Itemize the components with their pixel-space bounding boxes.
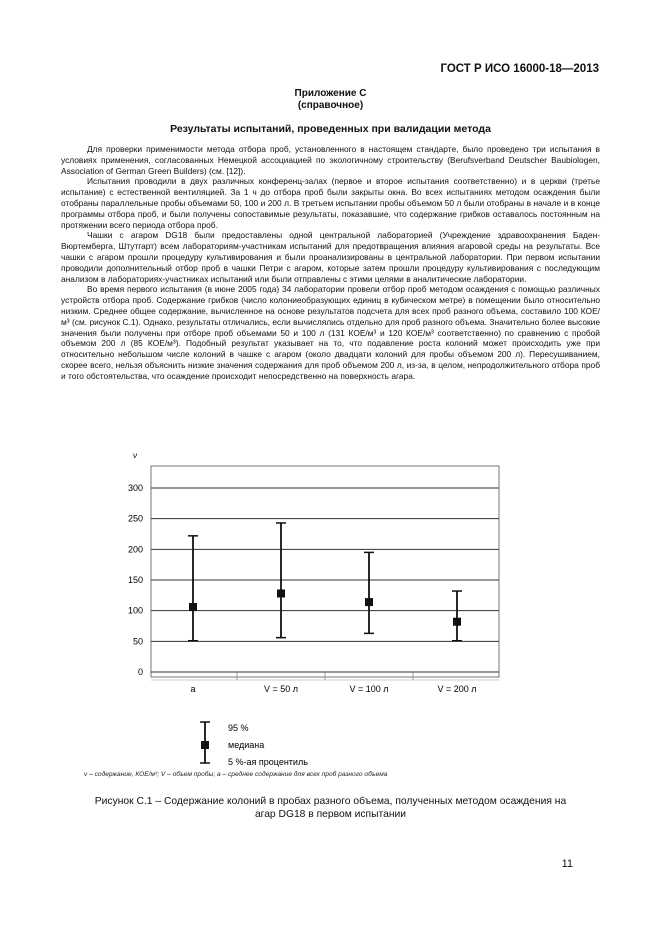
section-title: Результаты испытаний, проведенных при валидации метода (170, 123, 491, 135)
figure-chart (0, 446, 661, 771)
page-number: 11 (561, 858, 573, 870)
figure-note: ν – содержание, КОЕ/м³; V – объем пробы; a – среднее содержание для всех проб разного объема (84, 771, 388, 778)
legend-p95-label: 95 % (228, 723, 249, 733)
y-tick-label: 150 (127, 575, 143, 585)
appendix-heading (0, 88, 661, 112)
body-text (61, 144, 600, 382)
chart-axes (128, 466, 499, 680)
chart-legend (200, 722, 308, 767)
y-tick-label: 250 (127, 513, 143, 524)
legend-median-marker (201, 741, 209, 749)
plot-frame (151, 466, 499, 677)
median-marker (189, 603, 197, 611)
legend-p5-label: 5 %-ая процентиль (228, 757, 308, 767)
appendix-title: Приложение С (294, 88, 367, 99)
x-tick-label: V = 100 л (349, 684, 389, 694)
x-tick-label: a (190, 684, 196, 694)
paragraph: Чашки с агаром DG18 были предоставлены одной центральной лабораторией (Учреждение здравоохранения Баден-Вюртемберга, Штутгарт) всем лабораториям-участникам испытаний для предотвращения влияния агаровой среды на результаты. Все чашки с агаром прошли процедуру культивирования и были проанализированы в центральной лаборатории. При первом испытании проводили дополнительный отбор проб в чашки Петри с агаром, которые затем прошли процедуру культивирования с последующим анализом в лабораториях-участниках испытаний или были отправлены с этими целями в аналитические лаборатории. (61, 230, 600, 284)
x-tick-label: V = 200 л (437, 684, 477, 694)
paragraph: Испытания проводили в двух различных конференц-залах (первое и второе испытания соответственно) и в церкви (третье испытание) с естественной вентиляцией. За 1 ч до отбора проб были закрыты окна. Во всех испытаниях методом осаждения были отобраны параллельные пробы объемами 50, 100 и 200 л. В третьем испытании пробы объемом 50 л были отобраны в начале и в конце программы отбора проб, и были получены сопоставимые результаты, показавшие, что содержание грибков оставалось постоянным на протяжении всего периода отбора проб. (61, 176, 600, 230)
y-tick-label: 200 (127, 544, 143, 555)
chart-grid (151, 488, 499, 641)
chart-x-labels (190, 684, 476, 694)
y-tick-label: 0 (137, 667, 143, 677)
legend-median-label: медиана (228, 740, 265, 750)
y-tick-label: 100 (127, 605, 143, 616)
median-marker (365, 598, 373, 606)
y-tick-label: 50 (132, 636, 143, 647)
document-header: ГОСТ Р ИСО 16000-18—2013 (440, 63, 599, 75)
figure-caption (0, 795, 661, 821)
x-tick-label: V = 50 л (263, 684, 299, 694)
y-tick-label: 300 (127, 483, 143, 493)
chart-marks (188, 523, 462, 641)
appendix-type: (справочное) (297, 100, 364, 111)
median-marker (453, 618, 461, 626)
caption-line: агар DG18 в первом испытании (254, 809, 407, 820)
y-axis-label: ν (133, 451, 137, 460)
caption-line: Рисунок С.1 – Содержание колоний в пробах разного объема, полученных методом осаждения на (94, 796, 567, 807)
paragraph: Для проверки применимости метода отбора проб, установленного в настоящем стандарте, было проведено три испытания в условиях применения, согласованных Немецкой ассоциацией по экологичному строительству (Berufsverband Deutscher Baubiologen, Association of German Green Builders) (см. [12]). (61, 144, 600, 176)
paragraph: Во время первого испытания (в июне 2005 года) 34 лаборатории провели отбор проб методом осаждения с помощью различных устройств отбора проб. Содержание грибков (число колониеобразующих единиц в кубическом метре) в помещении было относительно низким. Среднее общее содержание, вычисленное на основе результатов подсчета для всех проб разного объема, составило 100 КОЕ/м³ (см. рисунок С.1). Однако, результаты отличались, если вычислялись отдельно для проб разного объема. Значительно более высокие значения были получены при отборе проб объемами 50 и 100 л (131 КОЕ/м³ и 120 КОЕ/м³ соответственно) по сравнению с пробой объемом 200 л (85 КОЕ/м³). Подобный результат указывает на то, что подавление роста колоний может происходить уже при относительно небольшом числе колоний в чашке с агаром (около двадцати колоний для пробы объемом 200 л). Пересушиванием, скорее всего, нельзя объяснить низкие значения содержания для проб объемом 200 л, из-за, в целом, непродолжительного отбора проб и того обстоятельства, что осаждение происходит непосредственно на поверхность агара. (61, 284, 600, 381)
median-marker (277, 589, 285, 597)
